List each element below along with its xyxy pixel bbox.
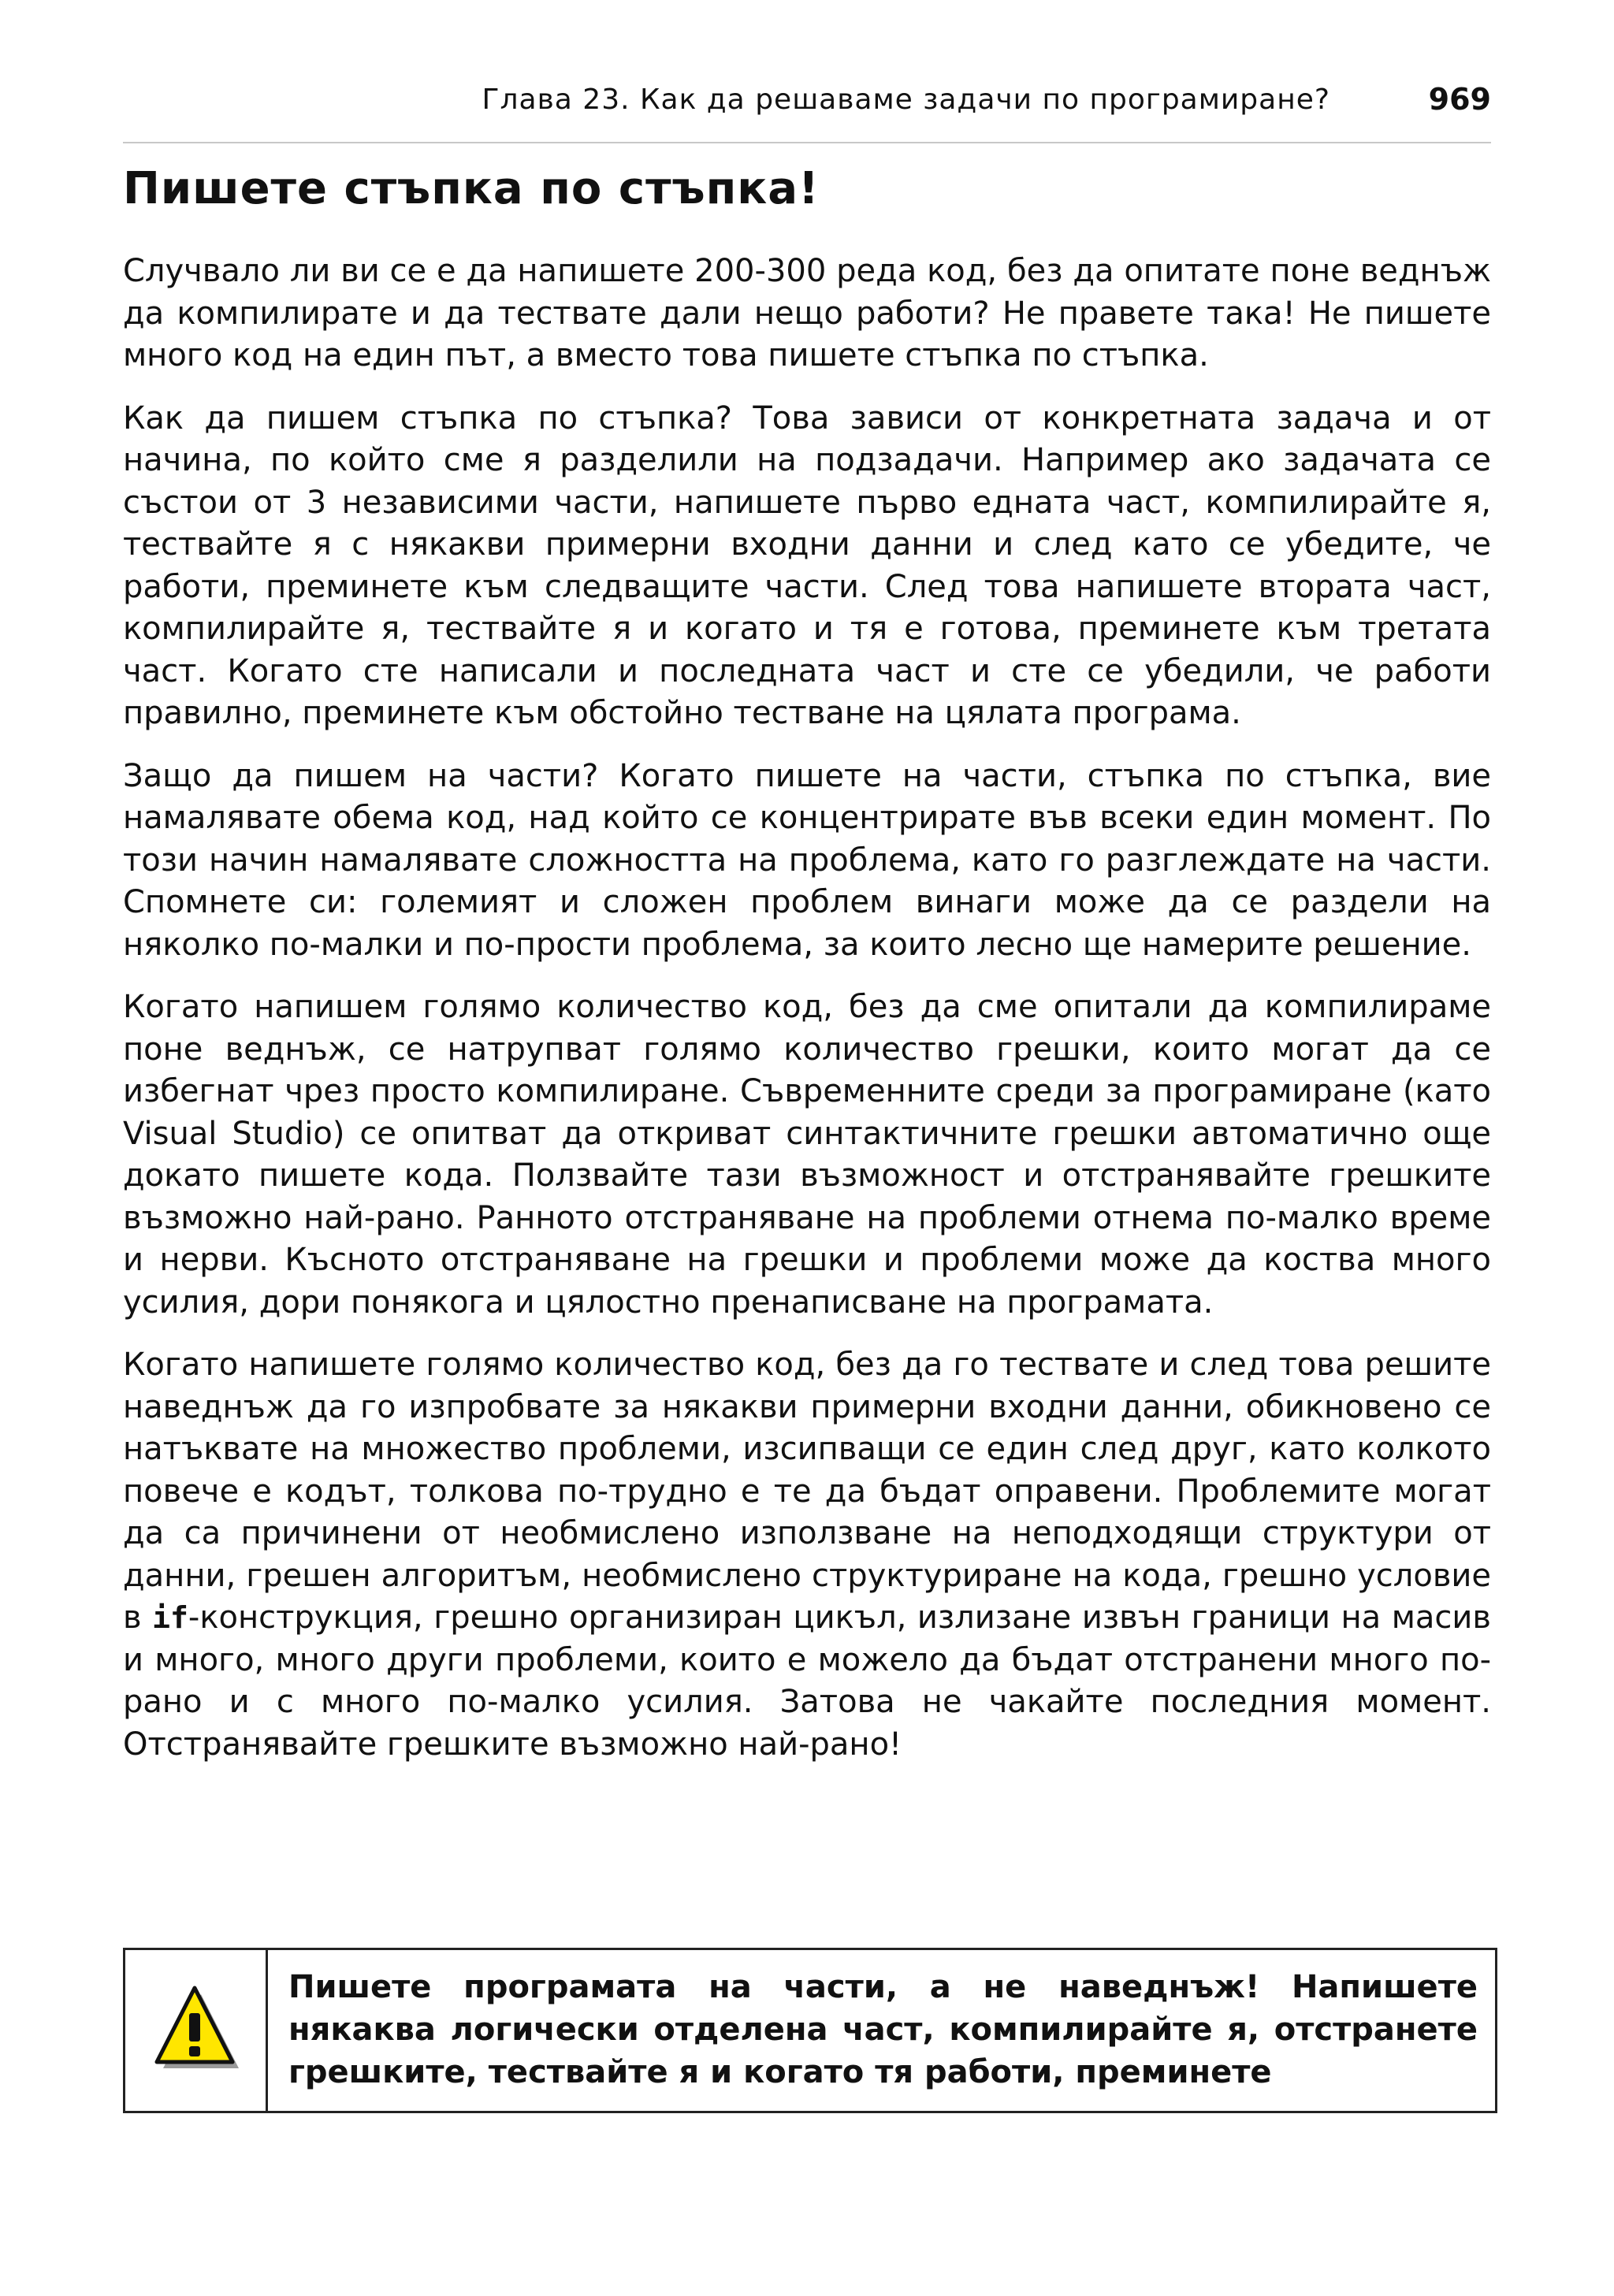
- page-content: [123, 164, 1491, 1786]
- warning-note-box: [123, 1948, 1497, 2113]
- paragraph-5: [123, 1344, 1491, 1766]
- chapter-title: Глава 23. Как да решаваме задачи по програмиране?: [482, 84, 1330, 116]
- paragraph-2: Как да пишем стъпка по стъпка? Това зависи от конкретната задача и от начина, по който сме я разделили на подзадачи. Например ако задачата се състои от 3 независими части, напишете първо едната част, компилирайте я, тествайте я с някакви примерни входни данни и след като се убедите, че работи, преминете към следващите части. След това напишете втората част, компилирайте я, тествайте я и когато и тя е готова, преминете към третата част. Когато сте написали и последната част и сте се убедили, че работи правилно, преминете към обстойно тестване на цялата програма.: [123, 399, 1491, 732]
- if-keyword: if: [152, 1600, 188, 1636]
- paragraph-1: Случвало ли ви се е да напишете 200-300 реда код, без да опитате поне веднъж да компилирате и да тествате дали нещо работи? Не правете така! Не пишете много код на един път, а вместо това пишете стъпка по стъпка.: [123, 253, 1491, 374]
- paragraph-5-end: -конструкция, грешно организиран цикъл, излизане извън граници на масив и много, много други проблеми, които е можело да бъдат отстранени много по-рано и с много по-малко усилия. Затова не чакайте последния момент. Отстранявайте грешките възможно най-рано!: [123, 1599, 1491, 1763]
- section-heading: Пишете стъпка по стъпка!: [123, 163, 820, 214]
- page-header: [123, 79, 1491, 143]
- paragraph-4: Когато напишем голямо количество код, без да сме опитали да компилираме поне веднъж, се натрупват голямо количество грешки, които могат да се избегнат чрез просто компилиране. Съвременните среди за програмиране (като Visual Studio) се опитват да откриват синтактичните грешки автоматично още докато пишете кода. Ползвайте тази възможност и отстранявайте грешките възможно най-рано. Ранното отстраняване на проблеми отнема по-малко време и нерви. Късното отстраняване на грешки и проблеми може да коства много усилия, дори понякога и цялостно пренаписване на програмата.: [123, 989, 1491, 1321]
- paragraph-3: Защо да пишем на части? Когато пишете на части, стъпка по стъпка, вие намалявате обема код, над който се концентрирате във всеки един момент. По този начин намалявате сложността на проблема, като го разглеждате на части. Спомнете си: големият и сложен проблем винаги може да се раздели на няколко по-малки и по-прости проблема, за които лесно ще намерите решение.: [123, 757, 1491, 963]
- warning-icon: [149, 1985, 242, 2076]
- page-number: 969: [1428, 82, 1491, 117]
- note-text: Пишете програмата на части, а не наведнъж! Напишете някаква логически отделена част, компилирайте я, отстранете грешките, тествайте я и когато тя работи, преминете: [288, 1969, 1478, 2090]
- note-icon-cell: [125, 1950, 268, 2111]
- paragraph-5-start: Когато напишете голямо количество код, без да го тествате и след това решите наведнъж да го изпробвате за някакви примерни входни данни, обикновено се натъквате на множество проблеми, изсипващи се един след друг, като колкото повече е кодът, толкова по-трудно е те да бъдат оправени. Проблемите могат да са причинени от необмислено използване на неподходящи структури от данни, грешен алгоритъм, необмислено структуриране на кода, грешно условие в: [123, 1347, 1491, 1637]
